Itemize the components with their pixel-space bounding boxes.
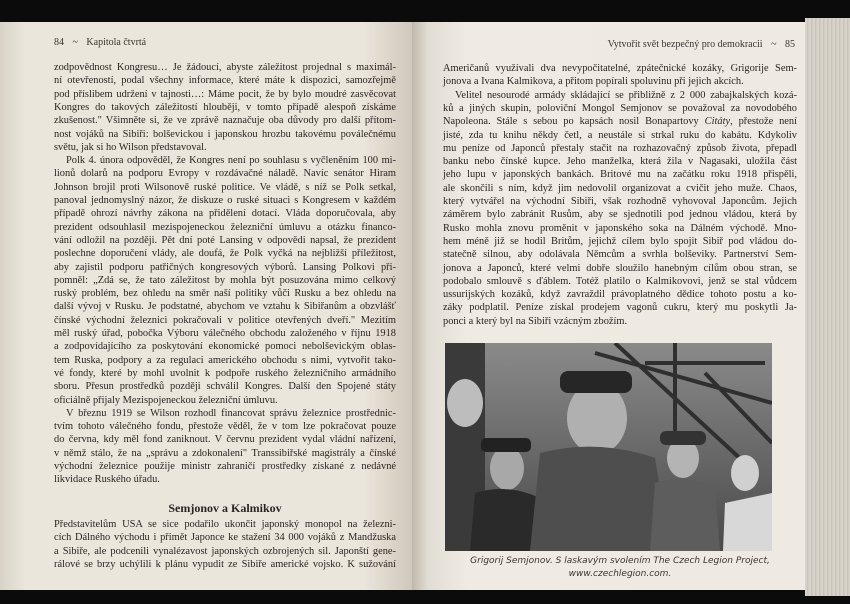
text-line: pod příslibem udržení v tajnosti…: Máme pocit, že by bylo moudré zasvěcovat	[54, 88, 396, 100]
text-line: ale skončili s ním, když jim nedovolil organizovat a cvičit jeho muže. Chaos,	[443, 182, 797, 194]
text-line: tvím tohoto válečného fondu, přestože věděl, že v tom lze pokračovat pouze	[54, 421, 396, 433]
text-line: záměrem bylo zabránit Rusům, aby se sjednotili pod jednou vládou, která by	[443, 209, 797, 221]
page-edges	[805, 18, 850, 596]
text-line: Kongres do takových záležitostí hlouběji, v tomto případě alespoň získáme	[54, 101, 396, 113]
text-line: měl ruský úřad, pobočka Výboru válečného obchodu založeného v říjnu 1918	[54, 328, 396, 339]
text-line: nost vojáků na Sibiři: bolševickou i japonskou hrozbu takovému poválečnému	[54, 128, 396, 140]
text-line: ků a jiných skupin, poloviční Mongol Semjonov se považoval za novodobého	[443, 102, 797, 114]
text-line: ussurijských kozáků, když zavraždil právoplatného dědice tohoto postu a ko-	[443, 289, 797, 301]
photo-grigorij-semjonov	[445, 343, 772, 551]
text-line: likvidace Ruského úřadu.	[54, 474, 160, 486]
text-line: východní železnice použije ministr zahraničí prostředky získané z nedávné	[54, 461, 396, 472]
left-running-head	[54, 37, 146, 48]
text-line: jisté, zda tu knihu někdy četl, a neustále si strkal ruku do kabátu. Kdykoliv	[443, 129, 797, 141]
tilde-ornament: ~	[771, 39, 777, 50]
text-line: Američanů využívali dva nevypočitatelné, zpátečnické kozáky, Grigorije Sem-	[443, 63, 797, 74]
text-line: banku nebo čínské kupce. Jeho manželka, která žila v Nagasaki, uložila část	[443, 156, 797, 168]
text-line: cích Dálného východu i přimět Japonce ke stažení 34 000 vojáků z Mandžuska	[54, 532, 396, 544]
text-line: v němž stálo, že na „správu a zdokonalení" Transsibiřské magistrály a čínské	[54, 447, 396, 459]
text-line: Představitelům USA se sice podařilo ukončit japonský monopol na železni-	[54, 519, 396, 530]
text-line: rálové se brzy uchýlili k plánu vypudit ze Sibiře americké vojsko. K sužování	[54, 558, 396, 570]
text-line: pomněl: „Zdá se, že tato záležitost by mohla být posuzována mimo celkový	[54, 274, 396, 286]
text-line: oficiálně přijaly Mezispojeneckou železniční úmluvu.	[54, 394, 278, 406]
text-line: zkušenost." Všimněte si, že ve zprávě naznačuje oba důvody pro další přítom-	[54, 115, 396, 127]
section-heading: Semjonov a Kalmikov	[168, 501, 282, 515]
text-line: hem méně již se hodil Britům, jejichž cílem bylo spojit Sibiř pod vládou do-	[443, 235, 797, 247]
text-line: vání odložil na později. Pět dní poté Lansing v odpovědi napsal, že prezident	[54, 234, 396, 246]
chapter-title: Kapitola čtvrtá	[86, 37, 147, 48]
text-line: jonova a Ivana Kalmikova, a přitom popírali spoluvinu při jejich akcích.	[443, 76, 744, 88]
text-line: který vytvářel na východní Sibiři, však rozhodně vyhovoval Japoncům. Jejich	[443, 196, 797, 207]
chapter-title: Vytvořit svět bezpečný pro demokracii	[607, 39, 763, 50]
text-line: a zodpovídajícího za poskytování ekonomické pomoci nebolševickým oblas-	[54, 341, 396, 353]
text-line: a Sibiře, ale podcenili vynalézavost japonských ozbrojených sil. Japonští gene-	[54, 545, 396, 557]
text-line: světu, jak si ho Wilson představoval.	[54, 141, 207, 153]
page-number: 84	[54, 37, 64, 48]
text-line: Rusko mohla znovu proměnit v japonského soka na Dálném východě. Mno-	[443, 222, 797, 234]
text-line: Johnson brojil proti Wilsonově ruské politice. Ve vládě, s níž se Polk setkal,	[54, 181, 396, 193]
text-line: V březnu 1919 se Wilson rozhodl financovat správu železnice prostřednic-	[66, 407, 396, 419]
text-line: prezident odsouhlasil mezispojeneckou železniční úmluvu a otázku financo-	[54, 221, 396, 233]
text-line: jeho lupu v japonských bankách. Britové mu na začátku roku 1918 přispěli,	[443, 169, 797, 181]
text-line: statečně silnou, aby odolávala Němcům a svrhla bolševiky. Partnerství Sem-	[443, 249, 797, 261]
text-line: případě ohrozí návrhy zákona na přidělení dotací. Vláda doporučovala, aby	[54, 208, 396, 220]
text-line: Velitel nesourodé armády skládající se přibližně z 2 000 zabajkalských kozá-	[455, 89, 797, 101]
photo-caption-line-2: www.czechlegion.com.	[568, 569, 672, 579]
text-line: podobalo smlouvě s ďáblem. Totéž platilo o Kalmikovovi, jenž se stal vůdcem	[443, 275, 797, 287]
text-line: sboru. Přesun prostředků později schválil Kongres. Další den Spojené státy	[54, 381, 396, 393]
right-running-head	[608, 39, 795, 50]
page-number: 85	[785, 39, 795, 50]
text-line: ruský problém, bez ohledu na směr naší politiky vůči Rusku a bez ohledu na	[54, 288, 396, 300]
text-line: poslechne doporučení vlády, ale doufá, že Polk vyčká na nejbližší příležitost,	[54, 248, 396, 260]
italic-title: Citáty	[704, 116, 731, 128]
text-line: do června, kdy měl fond zaniknout. V červnu prezident vydal vládní nařízení,	[54, 434, 396, 446]
text-line: vé fondy, které by mohl uvolnit k podpoře ruského železničního armádního	[54, 367, 396, 379]
photo-caption-line-1: Grigorij Semjonov. S laskavým svolením The Czech Legion Project,	[470, 556, 770, 566]
text-line: další vývoj v Rusku. Je podstatné, abychom ve vztahu k Sibiřanům a obzvlášť	[54, 301, 396, 313]
text-line: záky podplatil. Peníze získal prodejem vagonů cukru, který mu poskytli Ja-	[443, 302, 797, 314]
text-line: lionů dolarů na podporu Evropy v rozdávačné náladě. Navíc senátor Hiram	[54, 168, 396, 180]
text-line: zodpovědnost Kongresu… Je žádoucí, abyste záležitost projednal s maximál-	[54, 62, 396, 73]
text-line: Polk 4. února odpověděl, že Kongres není po souhlasu s vyčleněním 100 mi-	[66, 155, 396, 167]
text-line: panoval jednomyslný názor, že diskuze o ruské situaci s Kongresem v každém	[54, 195, 396, 206]
text-line: čínské východní železnici pokračovali v politice otevřených dveří." Mezitím	[54, 314, 396, 326]
text-line: aby zajistil podporu patřičných kongresových výborů. Lansing Polkovi při-	[54, 261, 396, 273]
text-line: ponci a který byl na Sibiři vzácným zbožím.	[443, 315, 628, 327]
text-line: mu peníze od Japonců přestaly stačit na rozhazovačný způsob života, přepadl	[443, 142, 797, 154]
text-line: ní otevřeností, podal všechny informace, které máte k dispozici, samozřejmě	[54, 75, 396, 87]
text-line: tem Ruska, podpory a za regulaci amerického obchodu s nimi, vytvořit tako-	[54, 354, 396, 366]
tilde-ornament: ~	[72, 37, 78, 48]
text-line: Napoleona. Stále s sebou po kapsách nosil Bonapartovy Citáty, přestože není	[443, 116, 797, 128]
text-line: jonova a Japonců, které velmi dobře sloužilo hanebným cílům obou stran, se	[443, 262, 797, 274]
